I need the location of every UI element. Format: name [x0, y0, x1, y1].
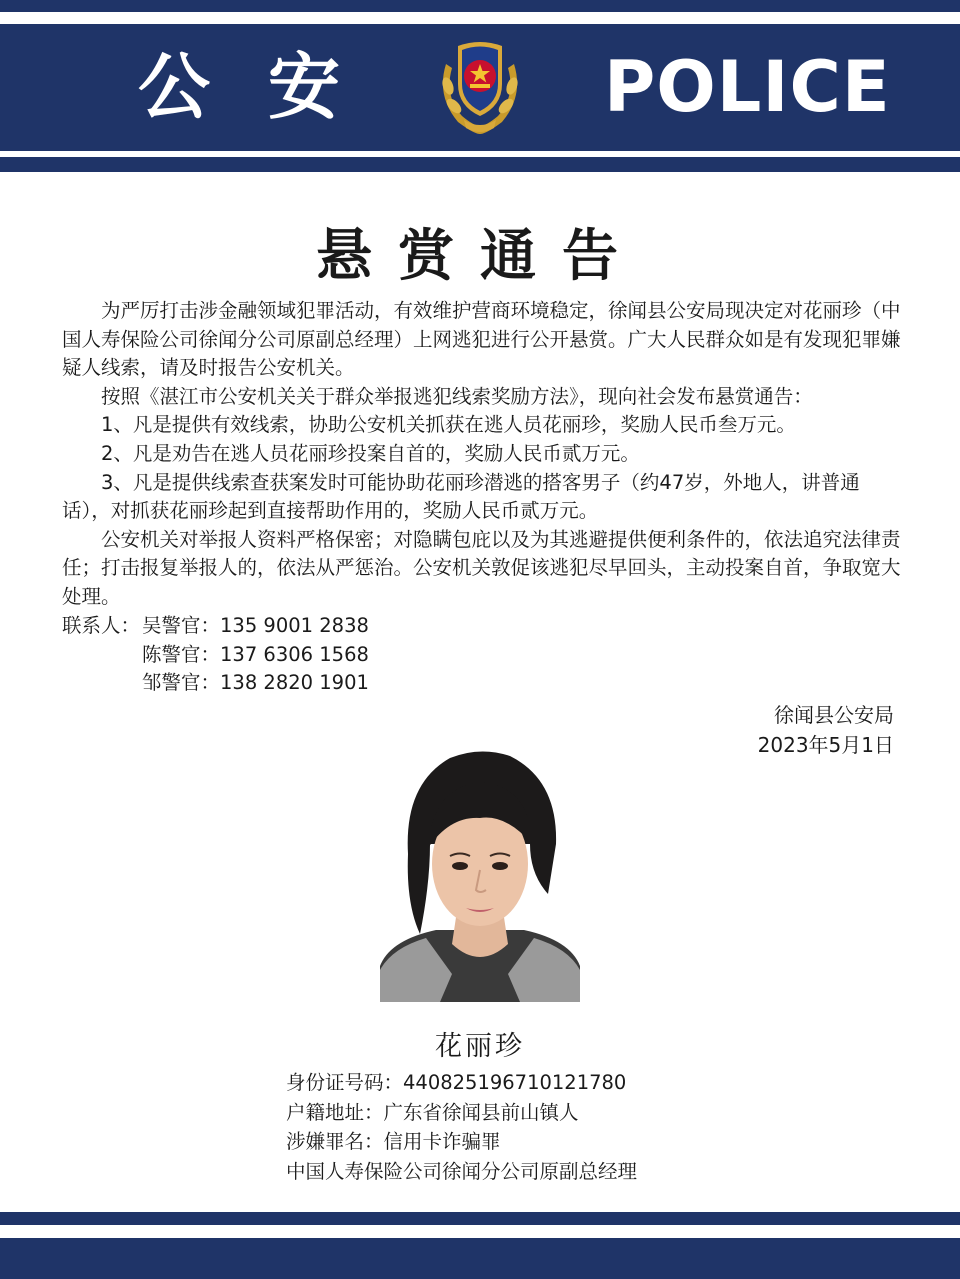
contact-name: 吴警官： [142, 614, 221, 637]
contact-phone: 137 6306 1568 [220, 642, 369, 666]
suspect-details [286, 1068, 637, 1186]
suspect-address: 户籍地址：广东省徐闻县前山镇人 [286, 1100, 579, 1124]
issuer: 徐闻县公安局 [774, 703, 894, 727]
header-en-text: POLICE [604, 46, 891, 128]
contact-name: 邹警官： [142, 671, 221, 695]
notice-body [62, 297, 902, 612]
contact-phone: 138 2820 1901 [220, 671, 369, 695]
contact-name: 陈警官： [142, 642, 221, 666]
contact-list [62, 612, 369, 698]
contact-row [62, 669, 369, 698]
paragraph-intro: 为严厉打击涉金融领域犯罪活动，有效维护营商环境稳定，徐闻县公安局现决定对花丽珍（中国人寿保险公司徐闻分公司原副总经理）上网逃犯进行公开悬赏。广大人民群众如是有发现犯罪嫌疑人线索，请及时报告公安机关。 [62, 299, 901, 380]
top-stripe [0, 0, 960, 12]
signoff [758, 700, 894, 760]
paragraph-warning: 公安机关对举报人资料严格保密；对隐瞒包庇以及为其逃避提供便利条件的，依法追究法律责任；打击报复举报人的，依法从严惩治。公安机关敦促该逃犯尽早回头，主动投案自首，争取宽大处理。 [62, 527, 901, 608]
contact-phone: 135 9001 2838 [220, 614, 369, 637]
header-cn-text: 公安 [138, 45, 399, 129]
reward-item-1: 1、凡是提供有效线索，协助公安机关抓获在逃人员花丽珍，奖励人民币叁万元。 [101, 413, 796, 437]
footer-stripe [0, 1212, 960, 1225]
suspect-charge: 涉嫌罪名：信用卡诈骗罪 [286, 1130, 501, 1153]
contact-row [62, 641, 369, 670]
police-badge-icon [428, 34, 532, 138]
contact-row [62, 612, 369, 641]
header-stripe [0, 157, 960, 172]
contact-label: 联系人： [62, 614, 141, 637]
suspect-photo [380, 744, 580, 1002]
reward-item-3: 3、凡是提供线索查获案发时可能协助花丽珍潜逃的搭客男子（约47岁，外地人，讲普通话），对抓获花丽珍起到直接帮助作用的，奖励人民币贰万元。 [62, 470, 860, 523]
issue-date: 2023年5月1日 [757, 733, 894, 757]
paragraph-basis: 按照《湛江市公安机关关于群众举报逃犯线索奖励方法》，现向社会发布悬赏通告： [101, 384, 813, 408]
notice-title: 悬赏通告 [316, 224, 644, 289]
suspect-position: 中国人寿保险公司徐闻分公司原副总经理 [286, 1159, 638, 1183]
reward-item-2: 2、凡是劝告在逃人员花丽珍投案自首的，奖励人民币贰万元。 [101, 441, 640, 465]
suspect-name: 花丽珍 [435, 1031, 525, 1062]
suspect-id: 身份证号码：440825196710121780 [286, 1071, 627, 1094]
footer-band [0, 1238, 960, 1279]
